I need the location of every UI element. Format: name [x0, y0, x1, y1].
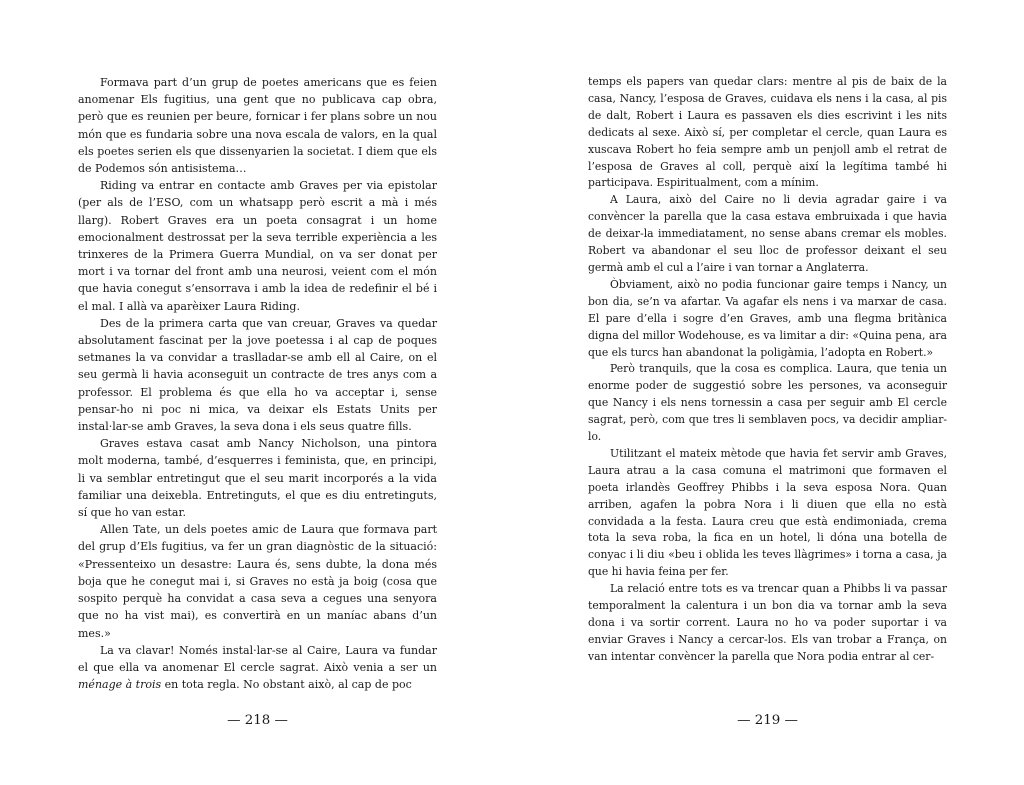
- paragraph: [78, 642, 437, 694]
- page-number-right: — 219 —: [737, 713, 798, 728]
- paragraph: Riding va entrar en contacte amb Graves per via epistolar (per als de l’ESO, com un whatsapp però escrit a mà i més llarg). Robert Graves era un poeta consagrat i un home emocionalment destrossat per la seva terrible experiència a les trinxeres de la Primera Guerra Mundial, on va ser donat per mort i va tornar del front amb una neurosi, veient com el món que havia conegut s’ensorrava i amb la idea de redefinir el bé i el mal. I allà va aparèixer Laura Riding.: [78, 179, 437, 313]
- left-page: [78, 74, 437, 693]
- paragraph: Allen Tate, un dels poetes amic de Laura que formava part del grup d’Els fugitius, va fer un gran diagnòstic de la situació: «Pressenteixo un desastre: Laura és, sens dubte, la dona més boja que he conegut mai i, si Graves no està ja boig (cosa que sospito perquè ha convidat a casa seva a cegues una senyora que no ha vist mai), es convertirà en un maníac abans d’un mes.»: [78, 523, 437, 640]
- right-page-body: [588, 74, 947, 666]
- paragraph: Formava part d’un grup de poetes americans que es feien anomenar Els fugitius, una gent que no publicava cap obra, però que es reunien per beure, fornicar i fer plans sobre un nou món que es fundaria sobre una nova escala de valors, en la qual els poetes serien els que dissenyarien la societat. I diem que els de Podemos són antisistema…: [78, 76, 437, 176]
- paragraph: La relació entre tots es va trencar quan a Phibbs li va passar temporalment la calentura i un bon dia va tornar amb la seva dona i va sortir corrent. Laura no ho va poder suportar i va enviar Graves i Nancy a cercar-los. Els van trobar a França, on van intentar convèncer la parella que Nora podia entrar al cer-: [588, 582, 947, 663]
- paragraph: Però tranquils, que la cosa es complica. Laura, que tenia un enorme poder de suggestió sobre les persones, va aconseguir que Nancy i els nens tornessin a casa per seguir amb El cercle sagrat, però, com que tres li semblaven pocs, va decidir ampliar-lo.: [588, 362, 947, 444]
- paragraph: temps els papers van quedar clars: mentre al pis de baix de la casa, Nancy, l’esposa de Graves, cuidava els nens i la casa, al pis de dalt, Robert i Laura es passaven els dies escrivint i les nits dedicats al sexe. Això sí, per completar el cercle, quan Laura es xuscava Robert ho feia sempre amb un penjoll amb el retrat de l’esposa de Graves al coll, perquè així la legítima també hi participava. Espiritualment, com a mínim.: [588, 75, 947, 190]
- italic-phrase: ménage à trois: [78, 678, 162, 692]
- paragraph-text: en tota regla. No obstant això, al cap de poc: [161, 678, 412, 692]
- paragraph: Des de la primera carta que van creuar, Graves va quedar absolutament fascinat per la jove poetessa i al cap de poques setmanes la va convidar a traslladar-se amb ell al Caire, on el seu germà li havia aconseguit un contracte de tres anys com a professor. El problema és que ella ho va acceptar i, sense pensar-ho ni poc ni mica, va deixar els Estats Units per instal·lar-se amb Graves, la seva dona i els seus quatre fills.: [78, 316, 437, 434]
- paragraph: Utilitzant el mateix mètode que havia fet servir amb Graves, Laura atrau a la casa comuna el matrimoni que formaven el poeta irlandès Geoffrey Phibbs i la seva esposa Nora. Quan arriben, agafen la pobra Nora i li diuen que ella no està convidada a la festa. Laura creu que està endimoniada, crema tota la seva roba, la fica en un hotel, li dóna una botella de conyac i li diu «beu i oblida les teves llàgrimes» i torna a casa, ja que hi havia feina per fer.: [588, 446, 947, 579]
- paragraph: Òbviament, això no podia funcionar gaire temps i Nancy, un bon dia, se’n va afartar. Va agafar els nens i va marxar de casa. El pare d’ella i sogre d’en Graves, amb una flegma britànica digna del millor Wodehouse, es va limitar a dir: «Quina pena, ara que els turcs han abandonat la poligàmia, l’adopta en Robert.»: [588, 277, 947, 359]
- paragraph: A Laura, això del Caire no li devia agradar gaire i va convèncer la parella que la casa estava embruixada i que havia de deixar-la immediatament, no sense abans cremar els mobles. Robert va abandonar el seu lloc de professor deixant el seu germà amb el cul a l’aire i van tornar a Anglaterra.: [588, 193, 947, 274]
- paragraph: Graves estava casat amb Nancy Nicholson, una pintora molt moderna, també, d’esquerres i feminista, que, en principi, li va semblar entretingut que el seu marit incorporés a la vida familiar una deixebla. Entretinguts, el que es diu entretinguts, sí que ho van estar.: [78, 437, 437, 520]
- left-page-body: [78, 74, 437, 693]
- page-number-left: — 218 —: [227, 713, 288, 728]
- right-page: [588, 74, 947, 666]
- paragraph-text: La va clavar! Només instal·lar-se al Caire, Laura va fundar el que ella va anomenar El cercle sagrat. Això venia a ser un: [78, 643, 437, 674]
